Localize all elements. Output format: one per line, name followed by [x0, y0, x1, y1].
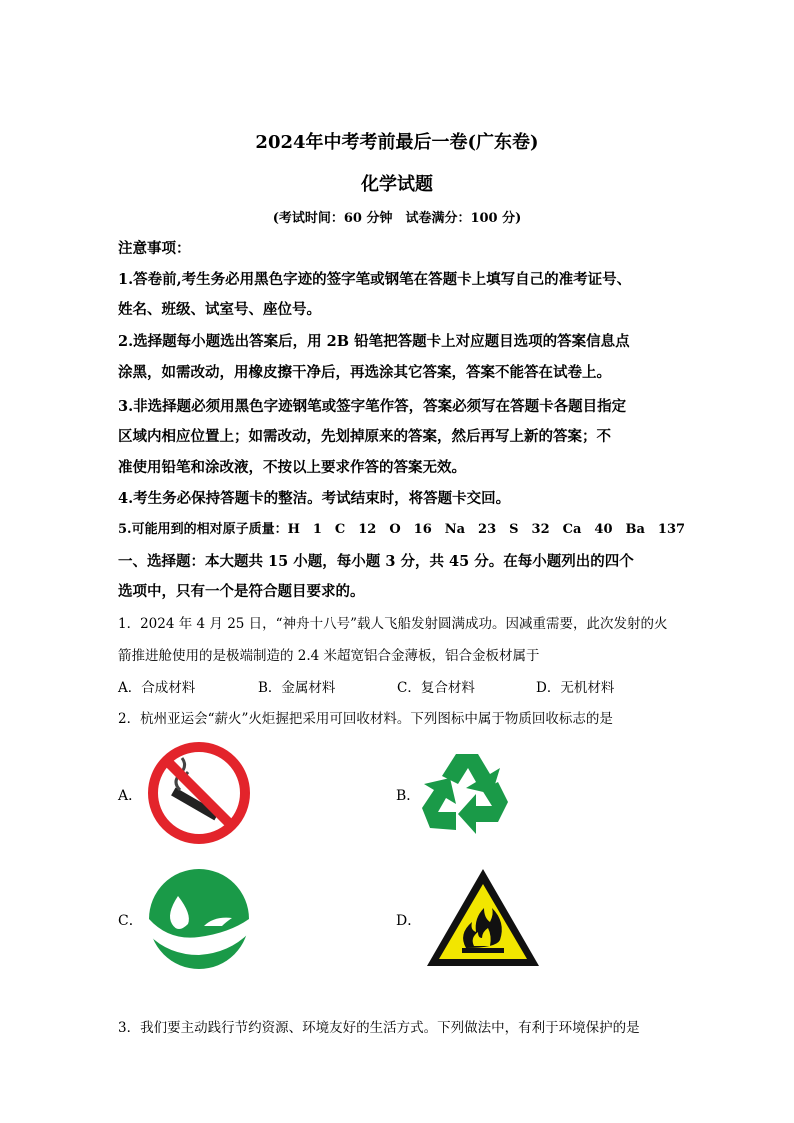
q2-label-c[interactable]: C． [118, 913, 143, 929]
q2-label-d[interactable]: D． [396, 913, 422, 929]
q1-text-a: 1．2024 年 4 月 25 日，“神舟十八号”载人飞船发射圆满成功。因减重需要，此次发射的火 [118, 616, 668, 632]
note-2a: 2.选择题每小题选出答案后，用 2B 铅笔把答题卡上对应题目选项的答案信息点 [118, 333, 630, 350]
note-3a: 3.非选择题必须用黑色字迹钢笔或签字笔作答，答案必须写在答题卡各题目指定 [118, 398, 627, 415]
exam-title: 2024年中考考前最后一卷(广东卷) [255, 132, 539, 153]
exam-info: (考试时间：60 分钟 试卷满分：100 分) [272, 211, 522, 226]
q2-label-a[interactable]: A． [118, 788, 143, 804]
no-smoking-icon[interactable] [146, 740, 252, 846]
note-3b: 区域内相应位置上；如需改动，先划掉原来的答案，然后再写上新的答案；不 [118, 428, 611, 445]
section-heading-b: 选项中，只有一个是符合题目要求的。 [118, 583, 365, 600]
note-2b: 涂黑，如需改动，用橡皮擦干净后，再选涂其它答案，答案不能答在试卷上。 [118, 364, 611, 381]
q3-text: 3．我们要主动践行节约资源、环境友好的生活方式。下列做法中，有利于环境保护的是 [118, 1020, 640, 1036]
note-4: 4.考生务必保持答题卡的整洁。考试结束时，将答题卡交回。 [118, 490, 511, 507]
recycle-icon[interactable] [420, 748, 516, 840]
section-heading-a: 一、选择题：本大题共 15 小题，每小题 3 分，共 45 分。在每小题列出的四个 [118, 553, 634, 570]
q1-option-d[interactable]: D．无机材料 [536, 680, 615, 696]
notes-heading: 注意事项： [118, 240, 191, 257]
q1-option-b[interactable]: B．金属材料 [258, 680, 336, 696]
note-3c: 准使用铅笔和涂改液，不按以上要求作答的答案无效。 [118, 459, 466, 476]
q1-option-a[interactable]: A．合成材料 [118, 680, 196, 696]
q2-text: 2．杭州亚运会“薪火”火炬握把采用可回收材料。下列图标中属于物质回收标志的是 [118, 711, 613, 727]
note-1b: 姓名、班级、试室号、座位号。 [118, 301, 321, 318]
note-5: 5.可能用到的相对原子质量：H 1 C 12 O 16 Na 23 S 32 Ca 40 Ba 137 [118, 522, 686, 537]
flammable-warning-icon[interactable] [424, 866, 542, 970]
subject-title: 化学试题 [361, 174, 433, 195]
q2-label-b[interactable]: B． [396, 788, 421, 804]
q1-option-c[interactable]: C．复合材料 [397, 680, 475, 696]
q1-text-b: 箭推进舱使用的是极端制造的 2.4 米超宽铝合金薄板，铝合金板材属于 [118, 648, 540, 664]
water-saving-icon[interactable] [146, 866, 252, 972]
note-1a: 1.答卷前,考生务必用黑色字迹的签字笔或钢笔在答题卡上填写自己的准考证号、 [118, 271, 632, 288]
